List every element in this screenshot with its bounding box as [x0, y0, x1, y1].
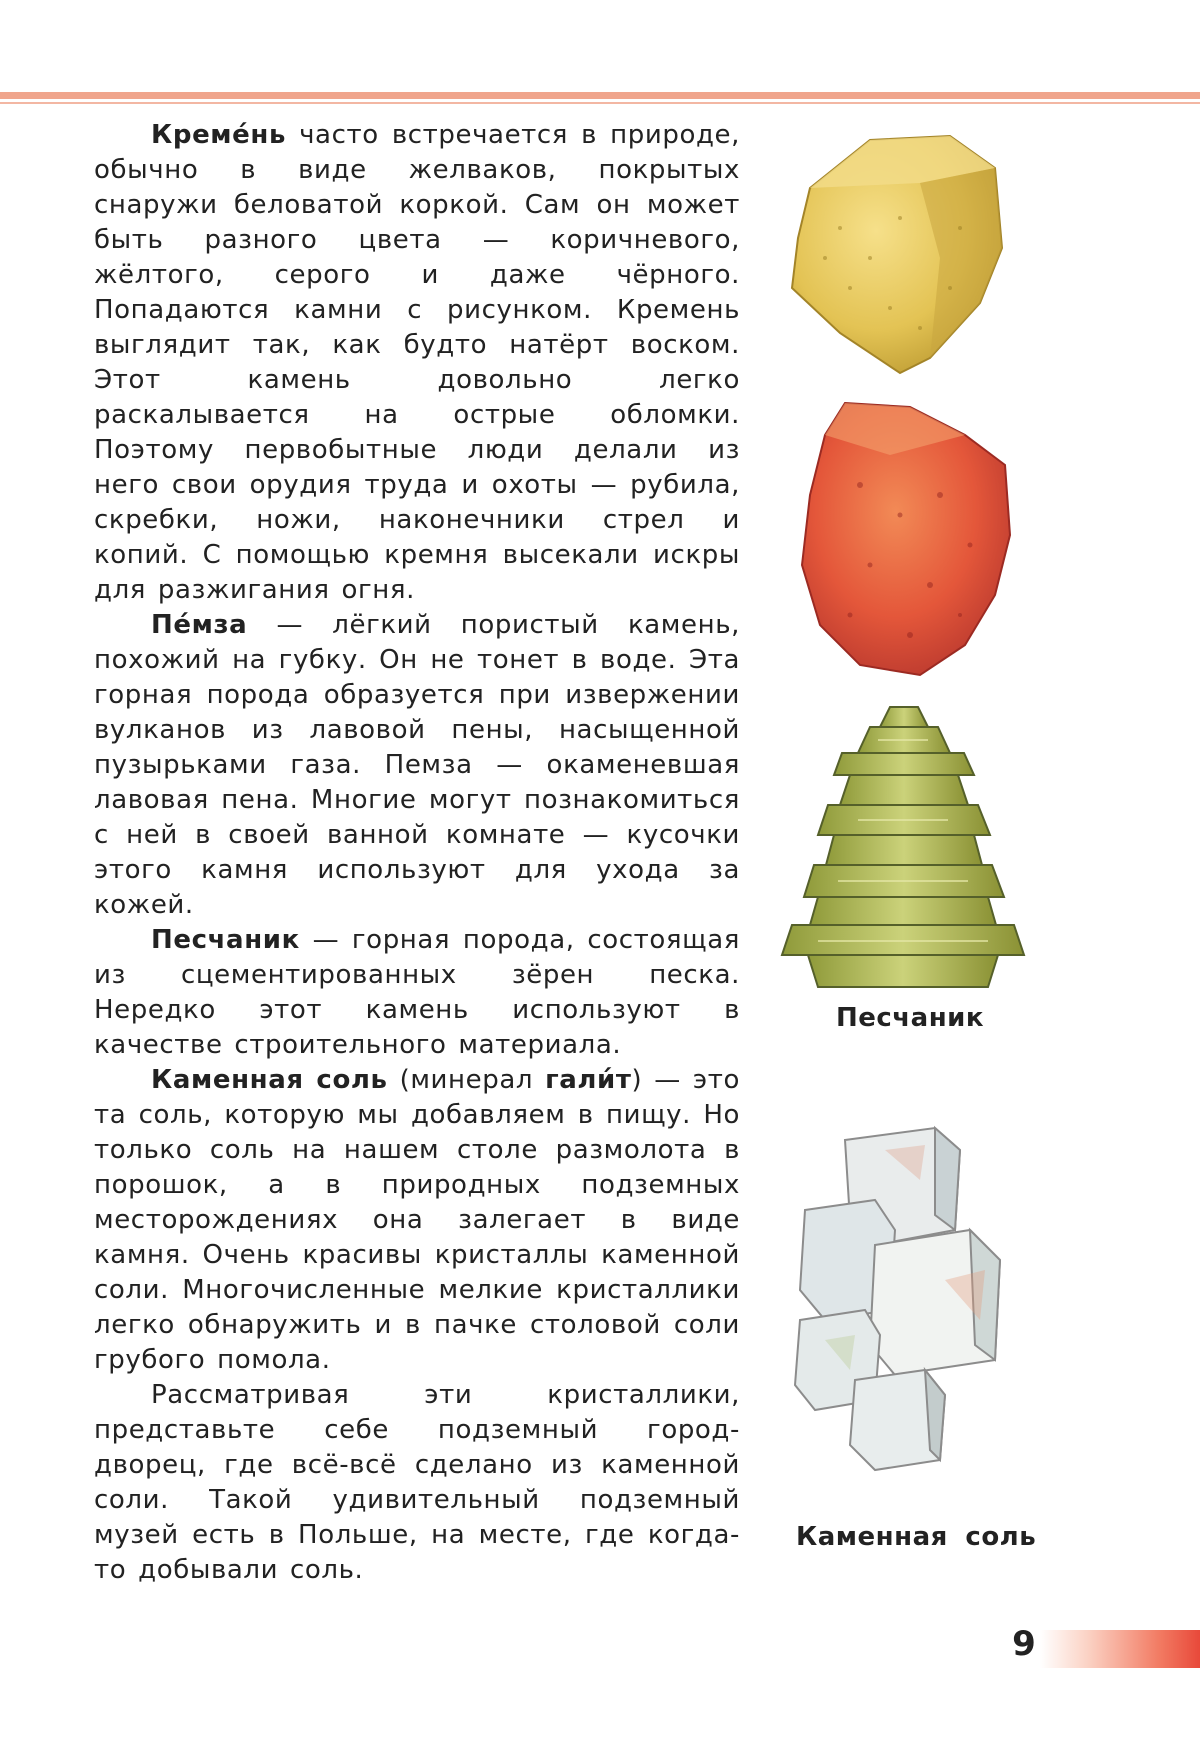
term-sandstone: Песчаник	[151, 925, 300, 955]
header-rule-thin	[0, 102, 1200, 104]
sandstone-caption: Песчаник	[836, 1003, 985, 1033]
flint-text: часто встречается в природе, обычно в виде желваков, покрытых снаружи беловатой коркой. Сам он может быть разного цвета — коричневого, жёлтого, серого и даже чёрного. Попадаются камни с рисунком. Кремень выглядит так, как будто натёрт воском. Этот камень довольно легко раскалывается на острые обломки. Поэтому первобытные люди делали из него свои орудия труда и охоты — рубила, скребки, ножи, наконечники стрел и копий. С помощью кремня высекали искры для разжигания огня.	[94, 120, 740, 605]
paragraph-flint	[94, 118, 740, 608]
yellow-flint-stone-illustration	[780, 128, 1010, 378]
sandstone-text: — горная порода, состоящая из сцементированных зёрен песка. Нередко этот камень используют в качестве строительного материала.	[94, 925, 740, 1060]
pumice-text: — лёгкий пористый камень, похожий на губку. Он не тонет в воде. Эта горная порода образуется при извержении вулканов из лавовой пены, насыщенной пузырьками газа. Пемза — окаменевшая лавовая пена. Многие могут познакомиться с ней в своей ванной комнате — кусочки этого камня используют для ухода за кожей.	[94, 610, 740, 920]
header-rule	[0, 92, 1200, 99]
term-flint: Кремéнь	[151, 120, 286, 150]
red-pumice-stone-illustration	[790, 395, 1020, 680]
term-rock-salt: Каменная соль	[151, 1065, 388, 1095]
rock-salt-text-2: ) — это та соль, которую мы добавляем в пищу. Но только соль на нашем столе размолота в порошок, а в природных подземных месторождениях она залегает в виде камня. Очень красивы кристаллы каменной соли. Многочисленные мелкие кристаллики легко обнаружить и в пачке столовой соли грубого помола.	[94, 1065, 740, 1375]
body-text	[94, 118, 740, 1588]
term-halite: гали́т	[545, 1065, 632, 1095]
rock-salt-caption: Каменная соль	[796, 1522, 1037, 1552]
page-number: 9	[1012, 1624, 1036, 1664]
paragraph-sandstone	[94, 923, 740, 1063]
page-number-band	[1040, 1630, 1200, 1668]
term-pumice: Пéмза	[151, 610, 248, 640]
museum-text: Рассматривая эти кристаллики, представьте себе подземный город-дворец, где всё-всё сделано из каменной соли. Такой удивительный подземный музей есть в Польше, на месте, где когда-то добывали соль.	[94, 1380, 740, 1585]
paragraph-salt-museum	[94, 1378, 740, 1588]
rock-salt-crystals-illustration	[785, 1120, 1030, 1475]
layered-sandstone-illustration	[778, 705, 1028, 990]
paragraph-rock-salt	[94, 1063, 740, 1378]
paragraph-pumice	[94, 608, 740, 923]
rock-salt-text-1: (минерал	[387, 1065, 546, 1095]
